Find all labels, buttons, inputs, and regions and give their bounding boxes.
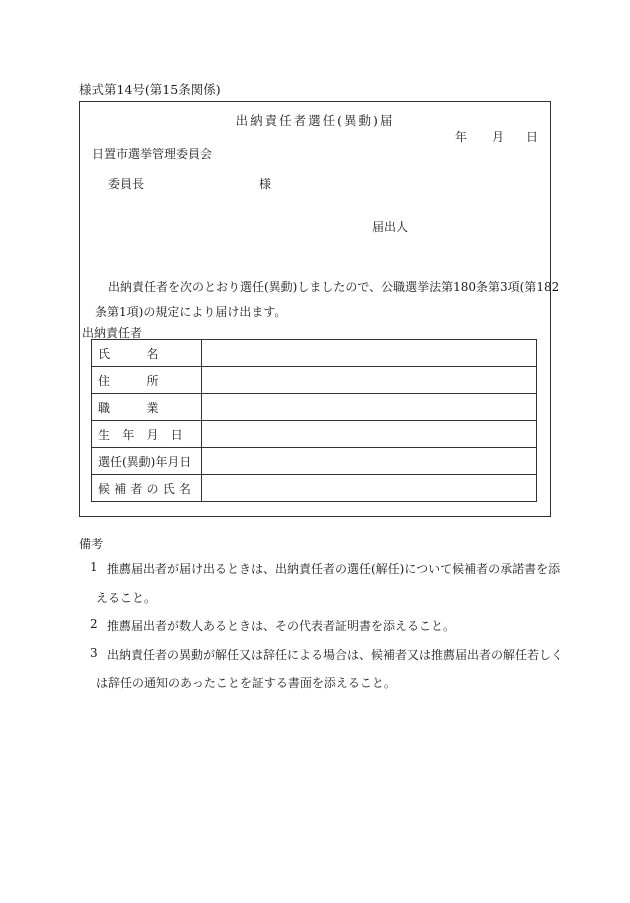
addressee-title: 委員長 xyxy=(108,177,145,191)
body-text-line-1: 出納責任者を次のとおり選任(異動)しましたので、公職選挙法第180条第3項(第182 xyxy=(108,280,560,294)
row-label-char: 住 xyxy=(98,373,111,388)
row-value-cell[interactable] xyxy=(202,448,537,475)
row-label xyxy=(98,399,195,416)
row-value-cell[interactable] xyxy=(202,340,537,367)
note-number: 3 xyxy=(90,646,98,660)
note-text: 推薦届出者が数人あるときは、その代表者証明書を添えること。 xyxy=(107,619,456,633)
row-label-char: 日 xyxy=(170,427,183,442)
table-row xyxy=(92,448,537,475)
row-label-char: 名 xyxy=(146,346,159,361)
row-label-char: 名 xyxy=(178,481,191,496)
row-label-cell xyxy=(92,448,202,475)
note-text: 推薦届出者が届け出るときは、出納責任者の選任(解任)について候補者の承諾書を添 xyxy=(107,562,561,576)
row-label-char: 氏 xyxy=(162,481,175,496)
table-row xyxy=(92,367,537,394)
row-label xyxy=(98,372,195,389)
row-label xyxy=(98,480,195,497)
row-value-cell[interactable] xyxy=(202,421,537,448)
table-row xyxy=(92,394,537,421)
note-number: 2 xyxy=(90,617,98,631)
form-title: 出納責任者選任(異動)届 xyxy=(235,113,395,128)
addressee-organization: 日置市選挙管理委員会 xyxy=(92,147,213,161)
row-label-char: 所 xyxy=(146,373,159,388)
note-text: は辞任の通知のあったことを証する書面を添えること。 xyxy=(96,676,396,690)
table-row xyxy=(92,421,537,448)
row-value-cell[interactable] xyxy=(202,367,537,394)
row-label-cell xyxy=(92,475,202,502)
form-number: 様式第14号(第15条関係) xyxy=(79,82,221,97)
addressee-honorific: 様 xyxy=(259,177,272,191)
notes-heading: 備考 xyxy=(79,537,104,551)
date-day-label: 日 xyxy=(526,130,539,144)
row-label-cell xyxy=(92,394,202,421)
row-label xyxy=(98,345,195,362)
note-text: 出納責任者の異動が解任又は辞任による場合は、候補者又は推薦届出者の解任若しく xyxy=(107,648,564,662)
table-row xyxy=(92,475,537,502)
treasurer-info-table xyxy=(91,339,537,502)
row-value-cell[interactable] xyxy=(202,475,537,502)
row-label-cell xyxy=(92,340,202,367)
row-label xyxy=(98,426,195,443)
row-label-char: 業 xyxy=(146,400,159,415)
table-row xyxy=(92,340,537,367)
row-label-char: 補 xyxy=(114,481,127,496)
date-month-label: 月 xyxy=(492,130,505,144)
row-value-cell[interactable] xyxy=(202,394,537,421)
note-text: えること。 xyxy=(96,591,157,605)
row-label-char: 生 xyxy=(98,427,111,442)
note-number: 1 xyxy=(90,560,98,574)
date-year-label: 年 xyxy=(455,130,468,144)
row-label-char: 者 xyxy=(130,481,143,496)
row-label-char: 職 xyxy=(98,400,111,415)
row-label-char: の xyxy=(146,481,159,496)
row-label-char: 氏 xyxy=(98,346,111,361)
row-label-char: 候 xyxy=(98,481,111,496)
row-label-char: 年 xyxy=(122,427,135,442)
row-label-cell xyxy=(92,421,202,448)
row-label-cell xyxy=(92,367,202,394)
body-text-line-2: 条第1項)の規定により届け出ます。 xyxy=(95,305,287,319)
row-label-char: 選任(異動)年月日 xyxy=(98,454,192,469)
row-label xyxy=(98,453,195,470)
row-label-char: 月 xyxy=(146,427,159,442)
table-caption: 出納責任者 xyxy=(82,326,143,340)
applicant-label: 届出人 xyxy=(372,220,409,234)
